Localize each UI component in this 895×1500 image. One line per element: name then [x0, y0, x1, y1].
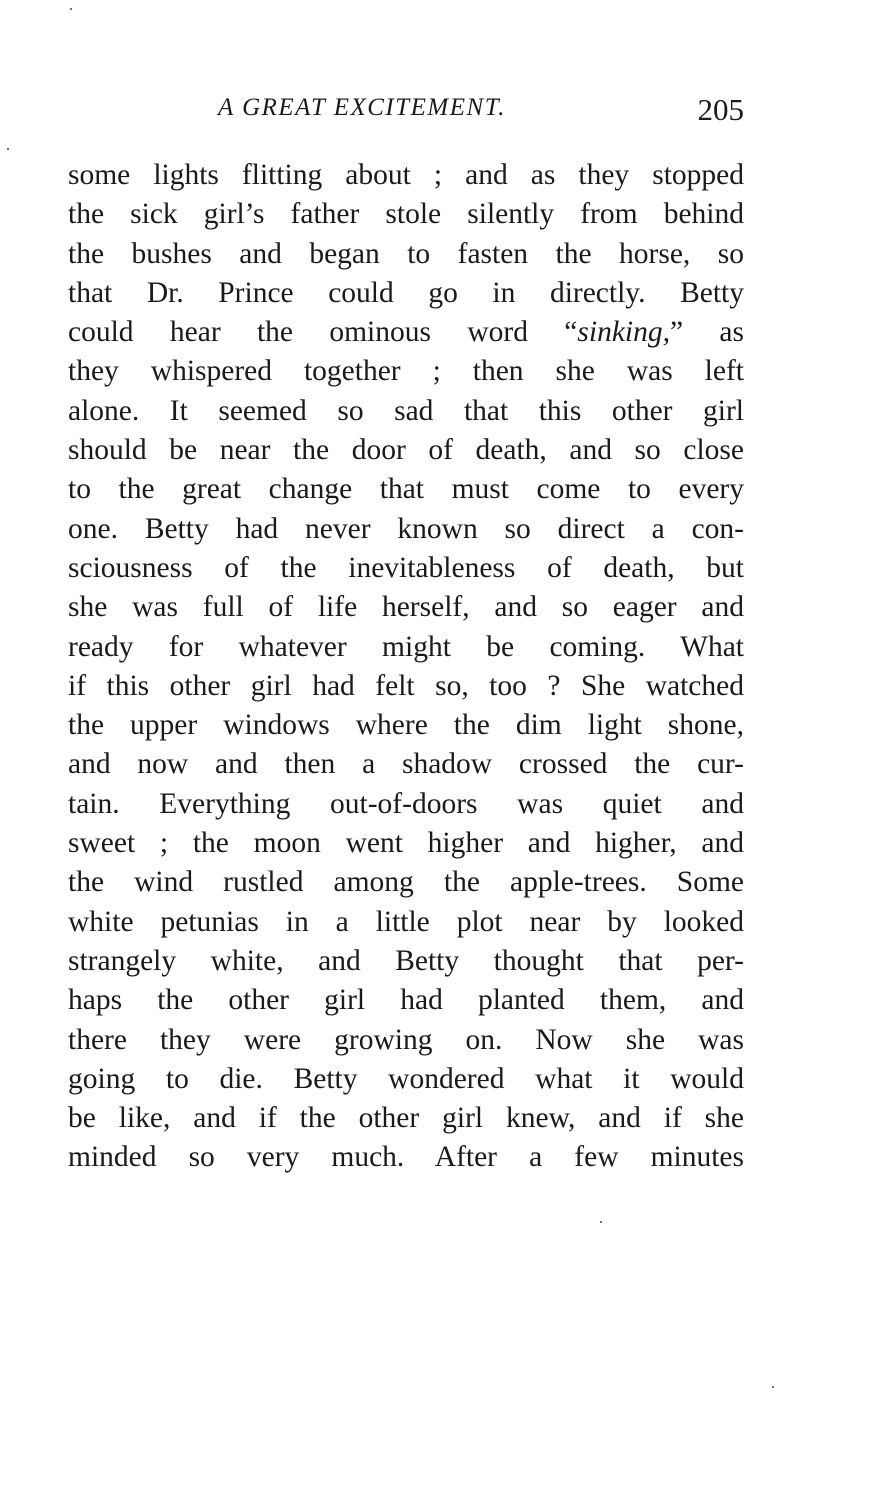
text-line: some lights flitting about ; and as they stopped: [68, 159, 744, 191]
text-line: white petunias in a little plot near by looked: [68, 905, 744, 938]
text-line: ready for whatever might be coming. What: [68, 630, 744, 663]
text-line: sweet ; the moon went higher and higher, and: [68, 827, 744, 860]
text-line: haps the other girl had planted them, and: [68, 984, 744, 1017]
text-line: she was full of life herself, and so eager and: [68, 591, 744, 624]
text-line: that Dr. Prince could go in directly. Betty: [68, 276, 744, 309]
running-title: A GREAT EXCITEMENT.: [218, 94, 506, 121]
text-line: and now and then a shadow crossed the cur-: [68, 748, 744, 781]
italic-word: sinking,: [577, 316, 670, 349]
text-line: if this other girl had felt so, too ? She watched: [68, 669, 744, 702]
print-speck: [70, 8, 72, 10]
page-number: 205: [697, 92, 744, 127]
page-header: [68, 92, 744, 136]
print-speck: [7, 148, 9, 150]
text-line: the sick girl’s father stole silently from behind: [68, 198, 744, 231]
text-line: the upper windows where the dim light shone,: [68, 709, 744, 742]
text-line: be like, and if the other girl knew, and if she: [68, 1102, 744, 1135]
text-line: one. Betty had never known so direct a con-: [68, 512, 744, 545]
text-line: the bushes and began to fasten the horse, so: [68, 237, 744, 270]
body-text: [68, 156, 744, 1178]
text-line: sciousness of the inevitableness of death, but: [68, 551, 744, 584]
text-line: should be near the door of death, and so close: [68, 434, 744, 467]
text-line: alone. It seemed so sad that this other girl: [68, 394, 744, 427]
text-line: going to die. Betty wondered what it would: [68, 1062, 744, 1095]
text-line: [68, 313, 744, 352]
text-line: to the great change that must come to every: [68, 473, 744, 506]
print-speck: [600, 1221, 602, 1223]
text-line-start: could hear the ominous word “: [68, 316, 578, 349]
print-speck: [772, 1386, 774, 1388]
text-line: strangely white, and Betty thought that per-: [68, 944, 744, 977]
text-line: tain. Everything out-of-doors was quiet and: [68, 787, 744, 820]
text-line: the wind rustled among the apple-trees. Some: [68, 866, 744, 899]
text-line: there they were growing on. Now she was: [68, 1023, 744, 1056]
text-line-end: ” as: [669, 316, 744, 349]
text-line: they whispered together ; then she was left: [68, 355, 744, 388]
text-line: minded so very much. After a few minutes: [68, 1141, 744, 1174]
